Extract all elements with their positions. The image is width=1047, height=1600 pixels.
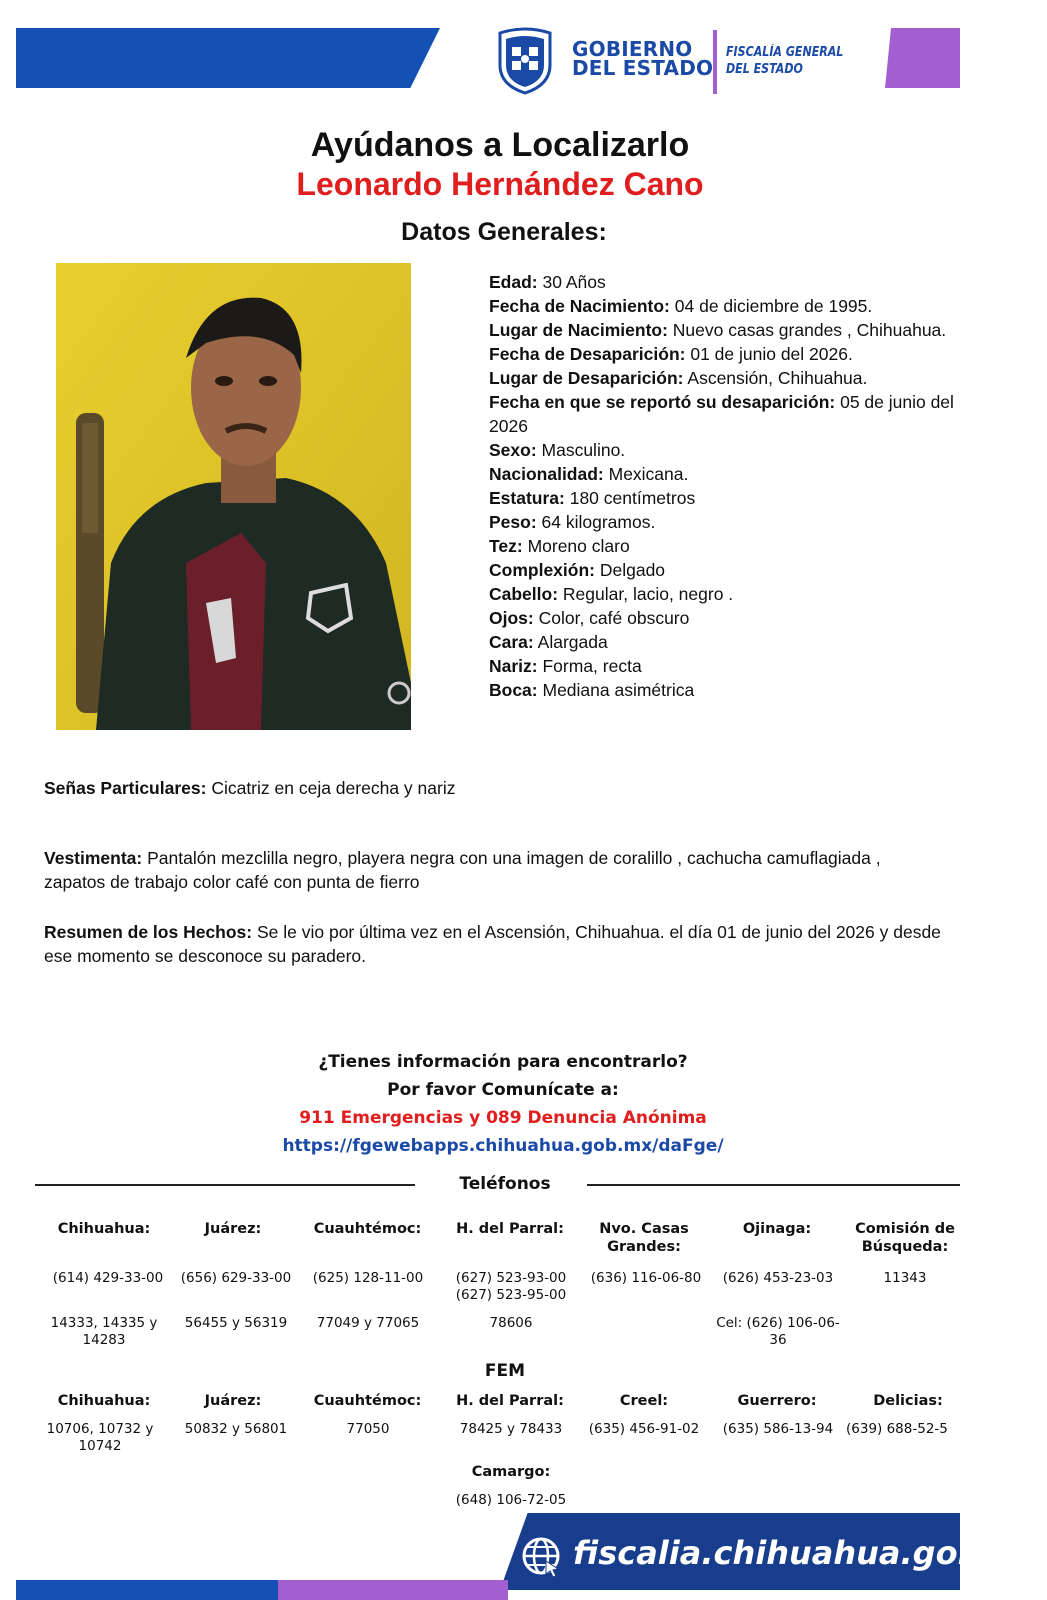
phone-header-ojinaga: Ojinaga:: [742, 1221, 812, 1237]
state-seal-icon: [496, 27, 554, 95]
footer-website-link[interactable]: fiscalia.chihuahua.gob.mx: [573, 1534, 1047, 1572]
fem-value-juarez: 50832 y 56801: [184, 1421, 288, 1437]
header-blue-bar: [16, 28, 440, 88]
detail-nariz: Nariz: Forma, recta: [489, 656, 642, 676]
fem-header-parral: H. del Parral:: [456, 1393, 564, 1409]
phone-ext-ojinaga: Cel: (626) 106-06-36: [716, 1315, 840, 1348]
phone-header-juarez: Juárez:: [204, 1221, 262, 1237]
phone-number-parral: (627) 523-93-00 (627) 523-95-00: [455, 1270, 567, 1303]
detail-ojos: Ojos: Color, café obscuro: [489, 608, 690, 628]
gov-line-2: DEL ESTADO: [572, 56, 714, 80]
globe-icon: [520, 1535, 562, 1577]
detail-estatura: Estatura: 180 centímetros: [489, 488, 696, 508]
header-separator: [713, 30, 717, 94]
phone-number-nvo-casas-grandes: (636) 116-06-80: [590, 1270, 702, 1286]
phone-number-chihuahua: (614) 429-33-00: [52, 1270, 164, 1286]
vestimenta: Vestimenta: Pantalón mezclilla negro, playera negra con una imagen de coralillo , cachucha camuflagiada , zapatos de trabajo color café con punta de fierro: [44, 848, 881, 892]
fem-header-guerrero: Guerrero:: [737, 1393, 817, 1409]
page-title: Ayúdanos a Localizarlo: [310, 126, 690, 164]
fiscalia-line-1: FISCALÍA GENERAL: [726, 45, 844, 60]
fem-header-delicias: Delicias:: [873, 1393, 943, 1409]
fem-value-creel: (635) 456-91-02: [588, 1421, 700, 1437]
detail-complexion: Complexión: Delgado: [489, 560, 666, 580]
contact-question: ¿Tienes información para encontrarlo?: [318, 1052, 688, 1072]
fem-header-juarez: Juárez:: [204, 1393, 262, 1409]
phone-number-juarez: (656) 629-33-00: [180, 1270, 292, 1286]
fem-value-guerrero: (635) 586-13-94: [722, 1421, 834, 1437]
person-photo-illustration: [56, 263, 411, 730]
footer-strip-blue: [16, 1580, 278, 1600]
resumen-hechos: Resumen de los Hechos: Se le vio por última vez en el Ascensión, Chihuahua. el día 01 de junio del 2026 y desde ese momento se desconoce su paradero.: [44, 922, 941, 966]
fem-header-cuauhtemoc: Cuauhtémoc:: [313, 1393, 422, 1409]
phone-number-comision: 11343: [883, 1270, 927, 1286]
fiscalia-line-2: DEL ESTADO: [726, 62, 803, 77]
detail-lugar-desaparicion: Lugar de Desaparición: Ascensión, Chihuahua.: [489, 368, 868, 388]
detail-edad: Edad: 30 Años: [489, 272, 606, 292]
phone-number-cuauhtemoc: (625) 128-11-00: [312, 1270, 424, 1286]
emergency-numbers: 911 Emergencias y 089 Denuncia Anónima: [299, 1108, 707, 1128]
phone-header-chihuahua: Chihuahua:: [57, 1221, 151, 1237]
detail-lugar-nacimiento: Lugar de Nacimiento: Nuevo casas grandes , Chihuahua.: [489, 320, 947, 340]
missing-person-name: Leonardo Hernández Cano: [296, 166, 704, 202]
senas-particulares: Señas Particulares: Cicatriz en ceja derecha y nariz: [44, 778, 456, 798]
fem-value-parral: 78425 y 78433: [459, 1421, 563, 1437]
phone-ext-juarez: 56455 y 56319: [184, 1315, 288, 1331]
contact-call: Por favor Comunícate a:: [387, 1080, 619, 1100]
phone-ext-chihuahua: 14333, 14335 y 14283: [50, 1315, 158, 1348]
fem-value-camargo: (648) 106-72-05: [455, 1492, 567, 1508]
header-purple-bar: [885, 28, 960, 88]
gobierno-logo-text: [572, 37, 714, 80]
phones-title: Teléfonos: [459, 1174, 551, 1194]
details-list: [489, 270, 954, 702]
section-title: Datos Generales:: [401, 218, 607, 246]
fem-title: FEM: [484, 1361, 526, 1381]
detail-cara: Cara: Alargada: [489, 632, 608, 652]
fem-value-cuauhtemoc: 77050: [346, 1421, 390, 1437]
fiscalia-logo-text: [726, 44, 843, 78]
footer-strip-purple: [278, 1580, 508, 1600]
fem-value-delicias: (639) 688-52-5: [846, 1421, 948, 1437]
detail-nacionalidad: Nacionalidad: Mexicana.: [489, 464, 689, 484]
fem-value-chihuahua: 10706, 10732 y 10742: [46, 1421, 154, 1454]
fem-header-chihuahua: Chihuahua:: [57, 1393, 151, 1409]
fem-header-camargo: Camargo:: [471, 1464, 551, 1480]
fem-header-creel: Creel:: [619, 1393, 669, 1409]
detail-fecha-nacimiento: Fecha de Nacimiento: 04 de diciembre de 1995.: [489, 296, 873, 316]
detail-sexo: Sexo: Masculino.: [489, 440, 626, 460]
gov-line-1: GOBIERNO: [572, 37, 693, 61]
phone-header-parral: H. del Parral:: [456, 1221, 564, 1237]
phone-header-cuauhtemoc: Cuauhtémoc:: [313, 1221, 422, 1237]
phone-header-nvo-casas-grandes: Nvo. Casas Grandes:: [599, 1221, 689, 1255]
detail-tez: Tez: Moreno claro: [489, 536, 630, 556]
person-photo: [56, 263, 411, 730]
detail-peso: Peso: 64 kilogramos.: [489, 512, 656, 532]
detail-fecha-reporte: Fecha en que se reportó su desaparición: 05 de junio del 2026: [489, 392, 954, 436]
detail-boca: Boca: Mediana asimétrica: [489, 680, 695, 700]
phone-number-ojinaga: (626) 453-23-03: [722, 1270, 834, 1286]
phone-header-comision-busqueda: Comisión de Búsqueda:: [855, 1221, 955, 1255]
detail-cabello: Cabello: Regular, lacio, negro .: [489, 584, 734, 604]
phone-ext-cuauhtemoc: 77049 y 77065: [316, 1315, 420, 1331]
contact-url-link[interactable]: https://fgewebapps.chihuahua.gob.mx/daFge/: [282, 1136, 724, 1156]
phone-ext-parral: 78606: [489, 1315, 533, 1331]
detail-fecha-desaparicion: Fecha de Desaparición: 01 de junio del 2026.: [489, 344, 853, 364]
